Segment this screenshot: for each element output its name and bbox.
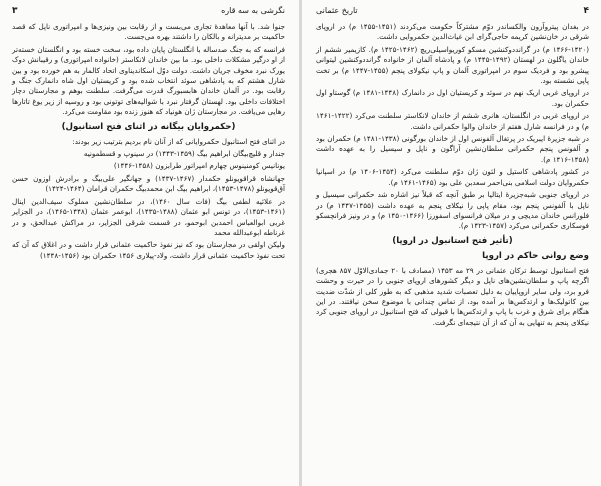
right-paragraph: در اروپای غربی در انگلستان، هانری ششم از خاندان لانکاستر سلطنت می‌کرد (۱۴۲۲-۱۴۶۱ م) و در فرانسه شارل هفتم از خاندان والوا حکمرانی داشت.: [316, 111, 589, 131]
right-subheading: وضع روانی حاکم در اروپا: [482, 250, 589, 261]
right-paragraph: در اروپای غربی اریک نهم در سوئد و کریستیان اول در دانمارک (۱۴۴۸-۱۴۸۱ م) گوستاو اول حکمران بود.: [316, 88, 589, 108]
left-running-title: نگرشی به سه قاره: [221, 6, 285, 15]
left-page: [0, 0, 299, 486]
left-section-heading: (حکمروایان بیگانه در اثنای فتح استانبول): [61, 121, 236, 132]
right-section-heading: (تأثیر فتح استانبول در اروپا): [392, 235, 513, 246]
right-page-header: [316, 6, 589, 20]
left-paragraph: فرانسه که به جنگ صدساله با انگلستان پایان داده بود، سخت خسته بود و انگلستان خسته‌تر از او درگیر مشکلات داخلی بود. ما بین خاندان لانکاستر (خانواده امپراتوری) و رقیبانش دوک یورک نبرد مخوف جریان داشت. دولت دوّل اسکاندیناوی اتحاد کالمار به هم خورده بود و بین شارل هشتم که به پادشاهی سوئد انتخاب شده بود و کریستیان اول شاه دانمارک جنگ و رقابت بود. در آلمان خاندان هابسبورگ قدرت می‌گرفت. سلطنت بوهم و مجارستان دچار اختلافات داخلی بود. لهستان گرفتار نبرد با شوالیه‌های توتونی بود و روسیه از زیر یوغ تاتارها رهایی می‌یافت. در مجارستان ژان هونیاد که هنوز زنده بود مقاومت می‌کرد.: [12, 44, 285, 117]
left-list-paragraph: در اثنای فتح استانبول حکمروایانی که از آنان نام بردیم بترتیب زیر بودند:: [72, 136, 285, 146]
left-paragraph: جنوا شد. با آنها معاهدهٔ تجاری می‌بست و از رقابت بین ونیزی‌ها و امپراتوری ناپل که قصد حاکمیت بر مدیترانه و بالکان را داشتند بهره می‌جست.: [12, 22, 285, 42]
right-page-number: ۴: [583, 6, 589, 16]
right-paragraph: در اروپای جنوبی شبه‌جزیرهٔ ایتالیا بر طبق آنچه که قبلاً نیز اشاره شد حکمرانی سیسیل و ناپل با آلفونس پنجم بود، مقام پاپی را نیکلای پنجم به عهده داشت (۱۴۵۵-۱۴۴۷ م) در فلورانس خاندان مدیچی و در میلان فرانسوای اسفورزا (۱۴۶۶-۱۴۵۰ م) و در ونیز فرانچسکو فوسکاری حکمرانی می‌کرد (۱۴۵۷-۱۴۲۳ م).: [316, 190, 590, 231]
right-page: [302, 0, 601, 486]
right-running-title: تاریخ عثمانی: [316, 6, 358, 15]
left-list-paragraph: جندار و قلیچ‌بیگان ابراهیم بیگ (۱۴۵۹-۱۴۴۳) در سینوپ و قسطمونیه: [83, 149, 285, 159]
right-paragraph: در شبه جزیرهٔ ایبریک در پرتغال آلفونس اول از خاندان بورگونی (۱۴۳۸-۱۴۸۱ م) حکمران بود و آلفونس پنجم حکمرانی سلطان‌نشین آراگون و ناپل و سیسیل را به عهده داشت (۱۴۵۸-۱۴۱۶ م).: [316, 134, 589, 164]
right-paragraph: در کشور پادشاهی کاستیل و لئون ژان دوّم سلطنت می‌کرد (۱۴۵۴-۱۴۰۶ م) در اسپانیا حکمروایان دولت اسلامی بنی‌احمر سعدبن علی بود (۱۴۶۵-۱۴۶۱ م).: [316, 167, 589, 187]
right-closing-paragraph: فتح استانبول توسط ترکان عثمانی در ۲۹ مه ۱۴۵۳ (مصادف با ۲۰ جمادی‌الاوّل ۸۵۷ هجری) اگرچه پاپ و سلطان‌نشین‌های ناپل و دیگر کشورهای اروپای جنوبی را در حیرت و وحشت فرو برد، ولی سایر اروپاییان به دلیل تعصبات شدید مذهبی که به طور کلی از شدّت ضدیت بین کاتولیک‌ها و ارتدکس‌ها بر آمده بود، از تماس چندانی با موضوع سخن نیافتند. در این هنگام برای شرق و غرب با پاپ و ارتدکس‌ها با قبولی که فتح استانبول در اروپای جنوبی کرد نیکلای پنجم به تنهایی به آن که از آن نتیجه‌ای نگرفت.: [316, 265, 589, 327]
left-page-number: ۳: [12, 6, 18, 16]
right-paragraph: در بغدان پیتروآرون والکساندر دوّم مشترکاً حکومت می‌کردند (۱۴۵۱-۱۴۵۵ م) در اروپای شرقی در خان‌نشین کریمه حاجی‌گرای ابن غیاث‌الدین حکمروایی داشت.: [316, 22, 589, 42]
left-list-paragraph: ولیکن اولقی در مجارستان بود که نیز نفوذ حاکمیت عثمانی قرار داشت و در اغلاق که آن که تحت نفوذ حاکمیت عثمانی قرار داشت، ولاد-پیلاری ۱۴۵۶ حکمران بود (۱۴۵۶-۱۴۴۸): [12, 240, 285, 260]
left-list-paragraph: یونانیس کومنینوس چهارم امپراتور طرابزون (۱۴۵۸-۱۴۴۶): [113, 161, 285, 171]
right-paragraph: (۱۴۶۶-۱۴۲۰ م) در گرانددوکنشین مسکو کوریواسیلی‌ریچ (۱۴۶۲-۱۴۲۵ م). کازیمیر ششم از خاندان یاگلون در لهستان (۱۴۹۲-۱۴۴۵ م) و پادشاه آلمان از خانواده گرانددوکنشین لیتوانی پیشرو بود و فردیک سوم در امپراتوری آلمان و پاپ نیکولای پنجم (۱۴۵۵-۱۴۴۷ م) بر تخت پاپی نشسته بود.: [316, 44, 589, 86]
left-list-paragraph: جهانشاه قراقویونلو حکمدار (۱۴۶۷-۱۴۳۷) و جهانگیر علی‌بیگ و برادرش اوزون حسن آق‌قویونلو (۱۴۷۸-۱۴۵۳)، ابراهیم بیگ ابن محمدبیگ حکمران قرامان (۱۴۶۴-۱۴۲۴): [12, 173, 285, 194]
left-page-header: [12, 6, 285, 20]
left-list-paragraph: در علائیه لطفی بیگ (فات سال ۱۴۶۰)، در سلطان‌نشین مملوک سیف‌الدین اینال (۱۴۶۱-۱۴۵۳)، در تونس ابو عثمان (۱۴۸۸-۱۴۳۵)، ابوعمر عثمان (۱۴۴۸-۱۴۶۵)، در الجزایر غربی ابوالعباس احمدبن ابوحمو، در قسمت شرقی الجزایر، در مراکش عبدالحق، و در غرناطه ابوعبدالله محمد: [12, 196, 285, 237]
